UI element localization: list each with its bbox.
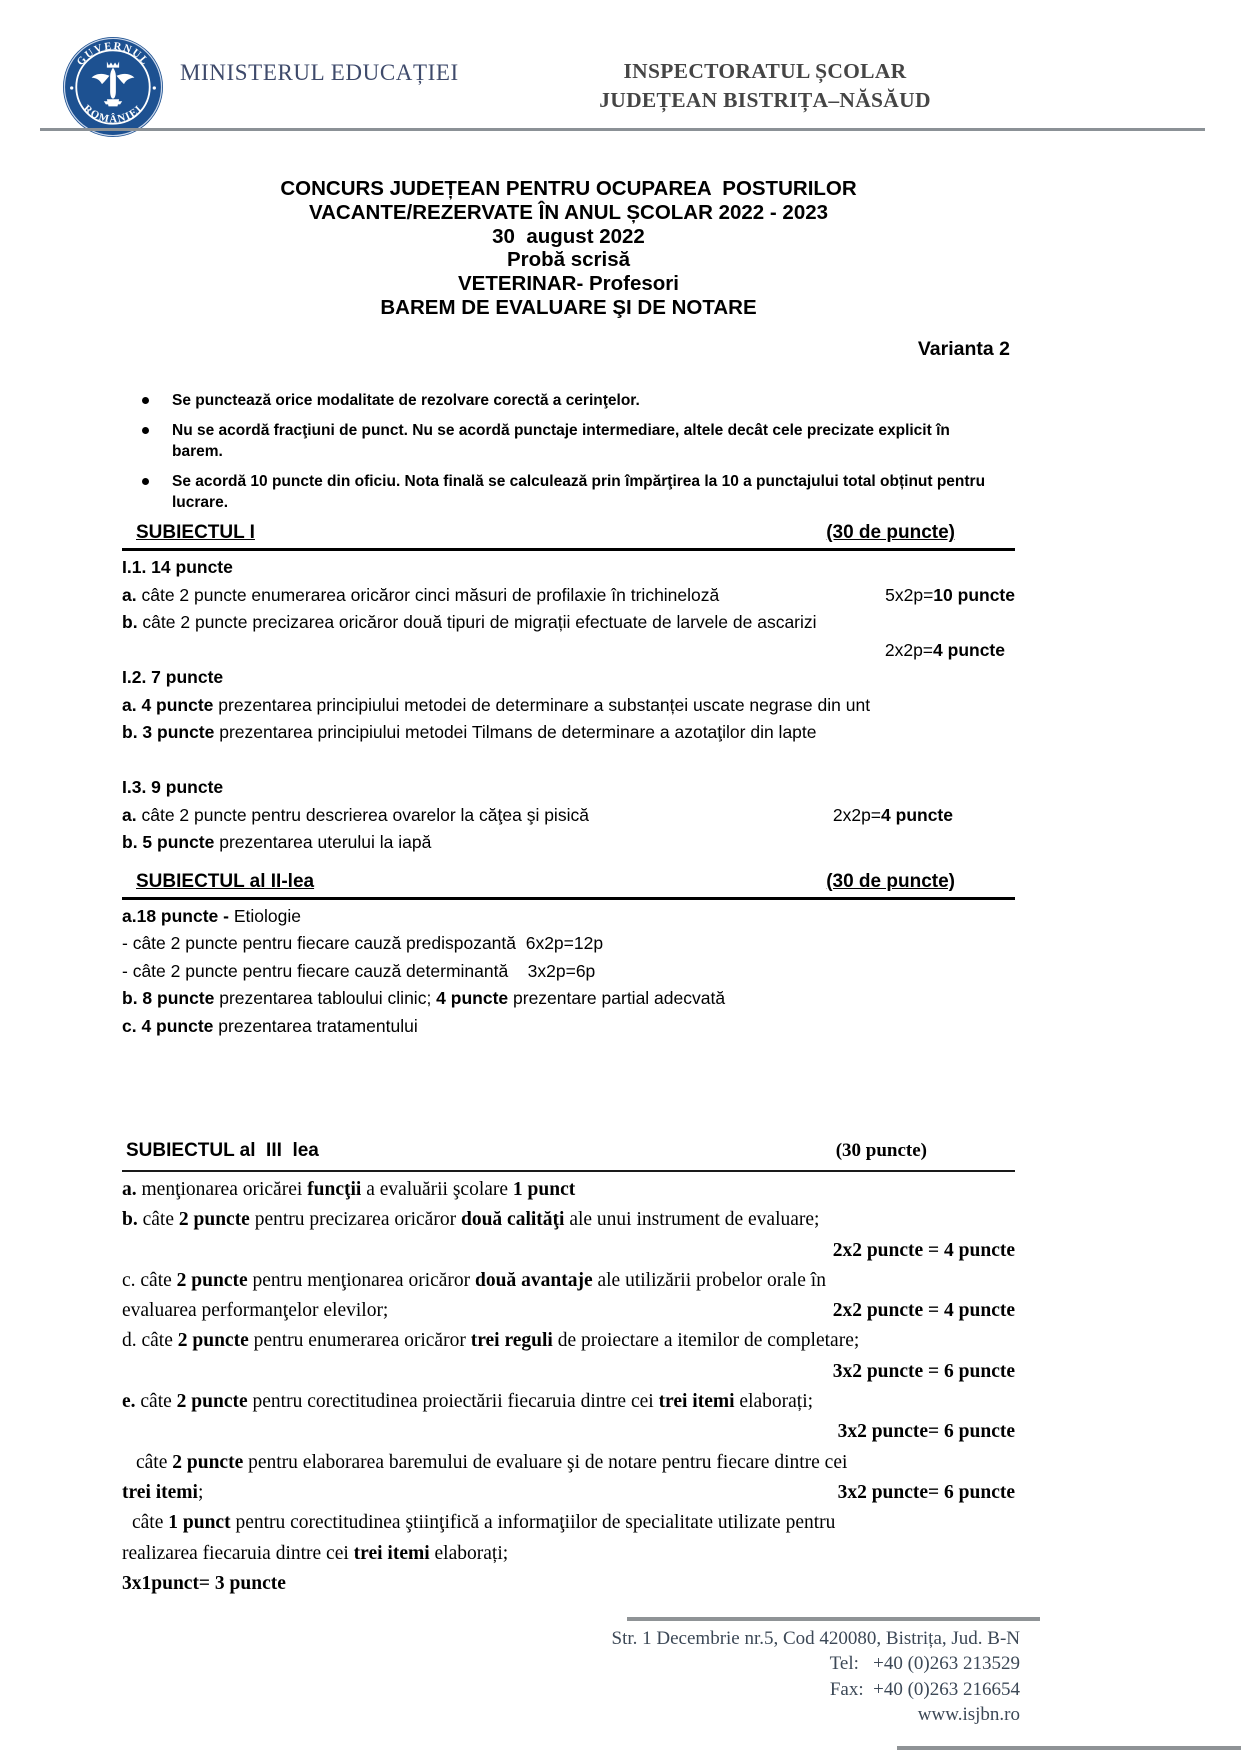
instruction-text: Se punctează orice modalitate de rezolvare corectă a cerinţelor.	[172, 392, 640, 409]
inspectorate-line1: INSPECTORATUL ȘCOLAR	[623, 59, 907, 83]
doc-line	[122, 1175, 1015, 1205]
line-text: b. câte 2 puncte pentru precizarea oricăror două calităţi ale unui instrument de evaluare;	[122, 1209, 820, 1231]
line-text: d. câte 2 puncte pentru enumerarea oricăror trei reguli de proiectare a itemilor de completare;	[122, 1330, 860, 1352]
section-heading	[122, 522, 1015, 551]
doc-line	[122, 1448, 1015, 1478]
doc-line	[122, 747, 1015, 775]
section-body	[122, 1175, 1015, 1599]
doc-line	[122, 1357, 1015, 1387]
line-text: I.3. 9 puncte	[122, 777, 224, 797]
doc-line	[122, 1326, 1015, 1356]
doc-line	[122, 1236, 1015, 1266]
title-line: CONCURS JUDEȚEAN PENTRU OCUPAREA POSTURILOR	[280, 177, 857, 200]
line-text: câte 2 puncte pentru elaborarea baremului de evaluare şi de notare pentru fiecare dintre cei	[136, 1451, 848, 1473]
section-II	[122, 871, 1015, 1041]
line-text: a. menţionarea oricărei funcţii a evaluării şcolare 1 punct	[122, 1179, 576, 1200]
section-points: (30 puncte)	[835, 1140, 927, 1161]
points-value: 2x2 puncte = 4 puncte	[832, 1300, 1015, 1322]
line-text: - câte 2 puncte pentru fiecare cauză predispozantă 6x2p=12p	[122, 933, 604, 953]
line-text: a. câte 2 puncte enumerarea oricăror cinci măsuri de profilaxie în trichineloză	[122, 584, 720, 605]
section-heading	[122, 1140, 1015, 1172]
instruction-item	[122, 420, 1000, 462]
doc-line	[122, 1387, 1015, 1417]
doc-line	[122, 958, 1015, 986]
title-line: BAREM DE EVALUARE ŞI DE NOTARE	[380, 295, 757, 319]
doc-line	[122, 1478, 1015, 1508]
title-line: VACANTE/REZERVATE ÎN ANUL ȘCOLAR 2022 - 2023	[308, 200, 829, 224]
doc-line	[122, 692, 1015, 720]
footer-phone: Tel: +40 (0)263 213529	[829, 1653, 1020, 1675]
section-I	[122, 522, 1015, 857]
line-text: realizarea fiecaruia dintre cei trei itemi elaborați;	[122, 1542, 509, 1564]
section-title: SUBIECTUL al III lea	[126, 1140, 319, 1161]
instruction-item	[122, 471, 1000, 513]
line-text: b. 3 puncte prezentarea principiului metodei Tilmans de determinare a azotaţilor din lapte	[122, 722, 817, 742]
instruction-item	[122, 390, 1000, 411]
doc-line	[122, 719, 1015, 747]
doc-line	[122, 930, 1015, 958]
line-text: 3x1punct= 3 puncte	[122, 1572, 286, 1594]
points-value: 2x2p=4 puncte	[832, 804, 953, 825]
line-text: evaluarea performanţelor elevilor;	[122, 1300, 389, 1322]
line-text: b. 8 puncte prezentarea tabloului clinic; 4 puncte prezentare partial adecvată	[122, 988, 726, 1008]
instructions-list	[122, 390, 1000, 522]
doc-line	[122, 1508, 1015, 1538]
line-text: câte 1 punct pentru corectitudinea ştiinţifică a informaţiilor de specialitate utilizate pentru	[132, 1512, 836, 1534]
bullet-icon	[142, 397, 149, 404]
footer-website-link[interactable]: www.isjbn.ro	[917, 1704, 1020, 1726]
footer-address: Str. 1 Decembrie nr.5, Cod 420080, Bistrița, Jud. B-N	[611, 1628, 1020, 1649]
line-text: c. câte 2 puncte pentru menţionarea oricăror două avantaje ale utilizării probelor orale în	[122, 1269, 826, 1291]
points-value: 5x2p=10 puncte	[885, 584, 1015, 605]
doc-line	[122, 1569, 1015, 1599]
doc-line	[122, 1205, 1015, 1235]
header-divider	[40, 128, 1205, 131]
doc-line	[122, 903, 1015, 931]
section-III	[122, 1140, 1015, 1599]
section-points: (30 de puncte)	[826, 870, 955, 892]
line-text: I.1. 14 puncte	[122, 557, 233, 577]
doc-line	[122, 1296, 1015, 1326]
title-line: VETERINAR- Profesori	[458, 272, 679, 296]
inspectorate-name	[575, 57, 955, 115]
title-line: 30 august 2022	[492, 224, 645, 248]
section-title: SUBIECTUL al II-lea	[136, 870, 315, 892]
points-value: 2x2 puncte = 4 puncte	[832, 1239, 1015, 1261]
doc-line	[122, 774, 1015, 802]
doc-line	[122, 664, 1015, 692]
footer-fax: Fax: +40 (0)263 216654	[829, 1678, 1020, 1700]
exam-title-block	[122, 177, 1015, 320]
svg-text:ROMÂNIEI: ROMÂNIEI	[80, 102, 146, 126]
doc-line	[122, 637, 1015, 665]
section-points: (30 de puncte)	[826, 522, 955, 543]
line-text: a. 4 puncte prezentarea principiului metodei de determinare a substanței uscate negrase din unt	[122, 694, 871, 715]
footer-divider	[627, 1617, 1040, 1621]
line-text: - câte 2 puncte pentru fiecare cauză determinantă 3x2p=6p	[122, 960, 596, 981]
svg-text:GUVERNUL: GUVERNUL	[74, 40, 152, 68]
points-value: 2x2p=4 puncte	[884, 639, 1005, 660]
doc-line	[122, 554, 1015, 582]
section-heading	[122, 871, 1015, 900]
doc-line	[122, 582, 1015, 610]
doc-line	[122, 609, 1015, 637]
title-line: Probă scrisă	[506, 248, 631, 272]
sections	[122, 520, 1015, 1599]
doc-line	[122, 1417, 1015, 1447]
points-value: 3x2 puncte= 6 puncte	[837, 1421, 1015, 1443]
line-text: a.18 puncte - Etiologie	[122, 905, 301, 926]
instruction-text: Nu se acordă fracţiuni de punct. Nu se acordă punctaje intermediare, altele decât cele precizate explicit în barem.	[172, 422, 950, 460]
variant-label: Varianta 2	[917, 338, 1010, 360]
points-value: 3x2 puncte = 6 puncte	[832, 1360, 1015, 1382]
bottom-edge-divider	[897, 1746, 1241, 1750]
line-text: I.2. 7 puncte	[122, 667, 224, 687]
line-text: b. 5 puncte prezentarea uterului la iapă	[122, 832, 432, 852]
doc-line	[122, 1539, 1015, 1569]
government-seal-logo	[62, 36, 164, 138]
line-text: e. câte 2 puncte pentru corectitudinea proiectării fiecaruia dintre cei trei itemi elaborați;	[122, 1391, 814, 1413]
section-body	[122, 903, 1015, 1041]
line-text: trei itemi;	[122, 1481, 204, 1503]
section-body	[122, 554, 1015, 857]
points-value: 3x2 puncte= 6 puncte	[837, 1481, 1015, 1503]
line-text: b. câte 2 puncte precizarea oricăror două tipuri de migrații efectuate de larvele de ascarizi	[122, 612, 817, 632]
doc-line	[122, 802, 1015, 830]
ministry-title: MINISTERUL EDUCAȚIEI	[180, 60, 459, 85]
doc-line	[122, 1266, 1015, 1296]
doc-line	[122, 985, 1015, 1013]
line-text: a. câte 2 puncte pentru descrierea ovarelor la căţea şi pisică	[122, 804, 589, 825]
line-text: c. 4 puncte prezentarea tratamentului	[122, 1015, 418, 1036]
bullet-icon	[142, 478, 149, 485]
bullet-icon	[142, 427, 149, 434]
section-title: SUBIECTUL I	[136, 522, 255, 543]
doc-line	[122, 829, 1015, 857]
footer-address-block	[500, 1626, 1020, 1728]
instruction-text: Se acordă 10 puncte din oficiu. Nota finală se calculează prin împărţirea la 10 a punctajului total obținut pentru lucrare.	[172, 473, 986, 511]
doc-line	[122, 1013, 1015, 1041]
inspectorate-line2: JUDEȚEAN BISTRIȚA–NĂSĂUD	[599, 88, 931, 112]
